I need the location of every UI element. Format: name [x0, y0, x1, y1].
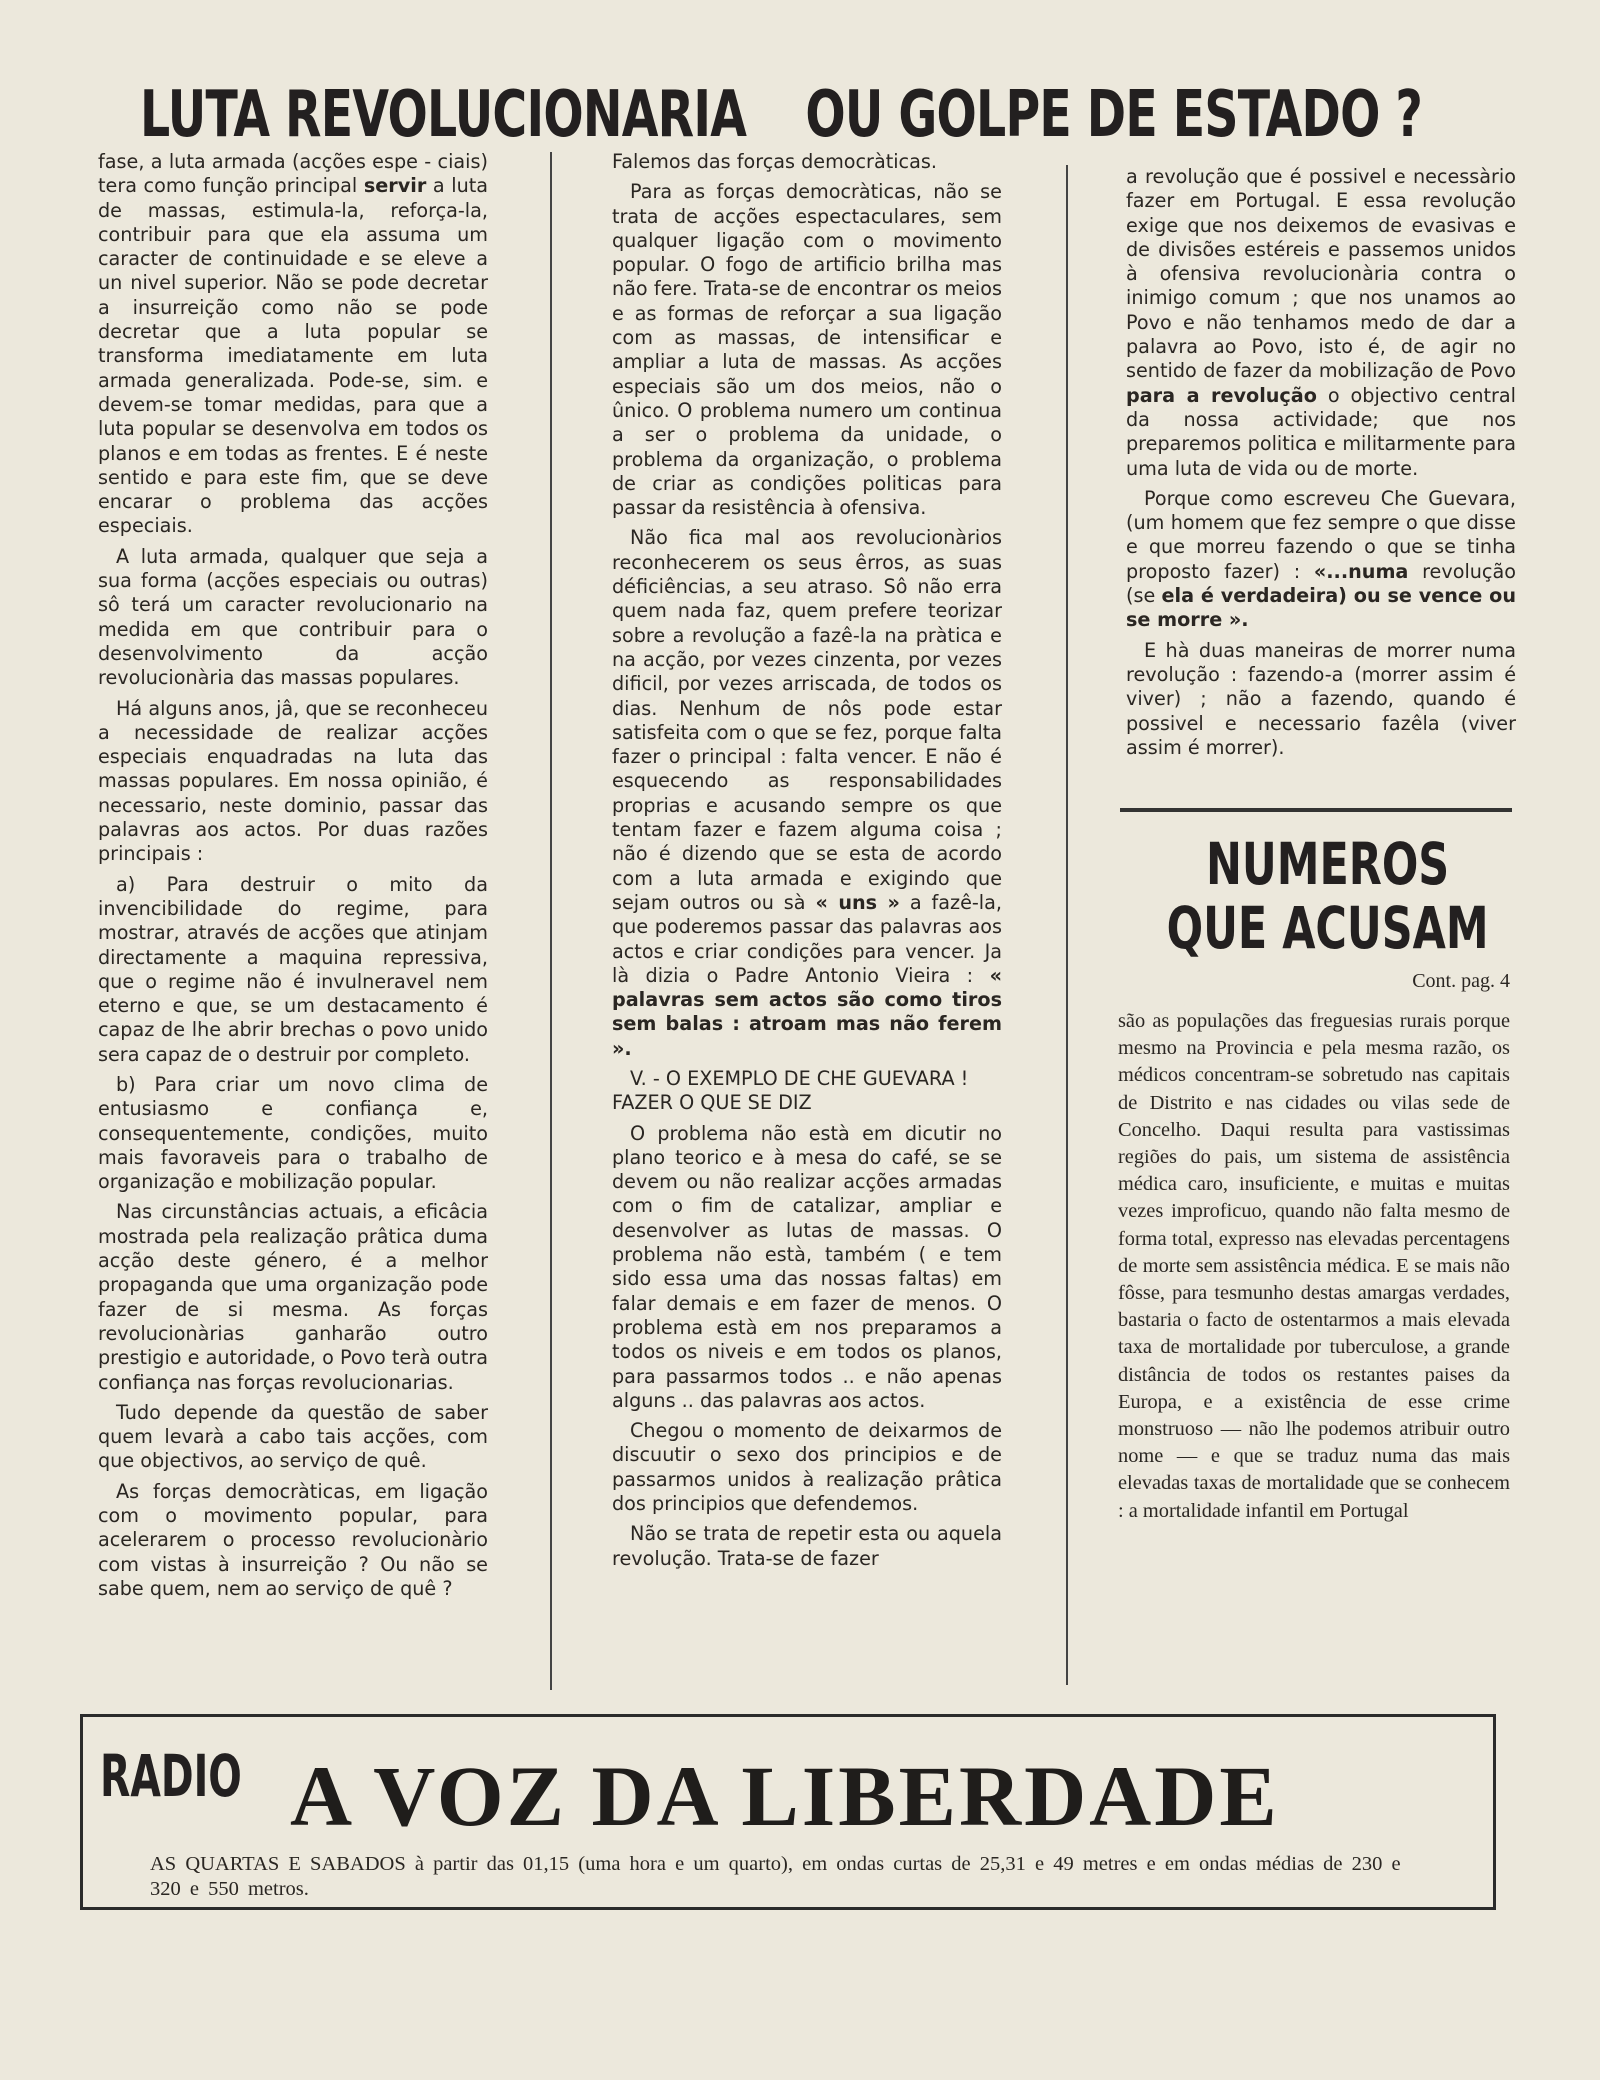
numeros-headline: [1150, 832, 1505, 960]
radio-schedule-text: AS QUARTAS E SABADOS à partir das 01,15 (uma hora e um quarto), em ondas curtas de 25,31 e 49 metres e em ondas médias de 230 e 320 e 550 metros.: [150, 1853, 1401, 1900]
article-column-1: [98, 150, 488, 1601]
headline-part-1: LUTA REVOLUCIONARIA: [140, 78, 747, 152]
article-column-3: [1126, 165, 1516, 760]
column-divider: [1066, 165, 1068, 1685]
section-divider: [1120, 808, 1512, 812]
article-column-2: [612, 150, 1002, 1571]
section-subheading: V. - O EXEMPLO DE CHE GUEVARA ! FAZER O QUE SE DIZ: [612, 1066, 969, 1115]
paragraph: b) Para criar um novo clima de entusiasmo e confiança e, consequentemente, condições, muito mais favoraveis para o trabalho de organização e mobilização popular.: [98, 1072, 488, 1194]
paragraph: Porque como escreveu Che Guevara, (um homem que fez sempre o que disse e que morreu fazendo o que se tinha proposto fazer) : «...numa revolução (se ela é verdadeira) ou se vence ou se morre ».: [1126, 486, 1516, 632]
headline-part-2: OU GOLPE DE ESTADO ?: [805, 78, 1423, 152]
paragraph: As forças democràticas, em ligação com o movimento popular, para acelerarem o processo revolucionàrio com vistas à insurreição ? Ou não se sabe quem, nem ao serviço de quê ?: [98, 1479, 488, 1600]
article-headline: [140, 78, 1423, 152]
paragraph: a revolução que é possivel e necessàrio fazer em Portugal. E essa revolução exige que nos deixemos de evasivas e de divisões estéreis e passemos unidos à ofensiva revolucionària contra o inimigo comum ; que nos unamos ao Povo e não tenhamos medo de dar a palavra ao Povo, isto é, de agir no sentido de fazer da mobilização de Povo para a revolução o objectivo central da nossa actividade; que nos preparemos politica e militarmente para uma luta de vida ou de morte.: [1126, 165, 1517, 480]
paragraph: Tudo depende da questão de saber quem levarà a cabo tais acções, com que objectivos, ao serviço de quê.: [98, 1400, 488, 1473]
paragraph: Para as forças democràticas, não se trata de acções espectaculares, sem qualquer ligação com o movimento popular. O fogo de artificio brilha mas não fere. Trata-se de encontrar os meios e as formas de reforçar a sua ligação com as massas, de intensificar e ampliar a luta de massas. As acções especiais são um dos meios, não o ûnico. O problema numero um continua a ser o problema da unidade, o problema da organização, o problema de criar as condições politicas para passar da resistência à ofensiva.: [612, 180, 1002, 520]
numeros-title-line-1: NUMEROS: [1205, 830, 1450, 898]
radio-title: A VOZ DA LIBERDADE: [290, 1748, 1280, 1844]
numeros-title-line-2: QUE ACUSAM: [1166, 894, 1489, 962]
paragraph: Nas circunstâncias actuais, a eficâcia mostrada pela realização prâtica duma acção deste género, é a melhor propaganda que uma organização pode fazer de si mesma. As forças revolucionàrias ganharão outro prestigio e autoridade, o Povo terà outra confiança nas forças revolucionarias.: [98, 1200, 488, 1394]
radio-label: RADIO: [100, 1742, 242, 1810]
column-divider: [550, 152, 552, 1690]
numeros-body-text: são as populações das freguesias rurais porque mesmo na Provincia e pela mesma razão, os médicos concentram-se sobretudo nas capitais de Distrito e nas cidades ou vilas sede de Concelho. Daqui resulta para vastissimas regiões do pais, um sistema de assistência médica caro, insuficiente, e muitas e muitas vezes improficuo, quando não falta mesmo de forma total, expresso nas elevadas percentagens de morte sem assistência médica. E se mais não fôsse, para tesmunho destas amargas verdades, bastaria o facto de ostentarmos a mais elevada taxa de mortalidade por tuberculose, a grande distância de todos os restantes paises da Europa, e a existência de esse crime monstruoso — não lhe podemos atribuir outro nome — e que se traduz numa das mais elevadas taxas de mortalidade que se conhecem : a mortalidade infantil em Portugal: [1118, 1010, 1510, 1522]
paragraph: Não se trata de repetir esta ou aquela revolução. Trata-se de fazer: [612, 1522, 1002, 1570]
paragraph: O problema não està em dicutir no plano teorico e à mesa do café, se se devem ou não realizar acções armadas com o fim de catalizar, ampliar e desenvolver as lutas de massas. O problema não està, também ( e tem sido essa uma das nossas faltas) em falar demais e em fazer de menos. O problema està em nos preparamos a todos os niveis e em todos os planos, para passarmos todos .. e não apenas alguns .. das palavras aos actos.: [612, 1121, 1002, 1412]
paragraph: E hà duas maneiras de morrer numa revolução : fazendo-a (morrer assim é viver) ; não a fazendo, quando é possivel e necessario fazêla (viver assim é morrer).: [1126, 638, 1516, 759]
paragraph: a) Para destruir o mito da invencibilidade do regime, para mostrar, através de acções que atinjam directamente a maquina repressiva, que o regime não é invulneravel nem eterno e que, se um destacamento é capaz de lhe abrir brechas o povo unido sera capaz de o destruir por completo.: [98, 872, 488, 1066]
paragraph: fase, a luta armada (acções espe - ciais) tera como função principal servir a luta de massas, estimula-la, reforça-la, contribuir para que ela assuma um caracter de continuidade e se eleve a un nivel superior. Não se pode decretar a insurreição como não se pode decretar que a luta popular se transforma imediatamente em luta armada generalizada. Pode-se, sim. e devem-se tomar medidas, para que a luta popular se desenvolva em todos os planos e em todas as frentes. E é neste sentido e para este fim, que se deve encarar o problema das acções especiais.: [98, 150, 489, 538]
paragraph: Chegou o momento de deixarmos de discuutir o sexo dos principios e de passarmos unidos à realização prâtica dos principios que defendemos.: [612, 1419, 1002, 1516]
paragraph: Há alguns anos, jâ, que se reconheceu a necessidade de realizar acções especiais enquadradas na luta das massas populares. Em nossa opinião, é necessario, neste dominio, passar das palavras aos actos. Por duas razões principais :: [98, 696, 488, 866]
paragraph: Falemos das forças democràticas.: [612, 150, 937, 173]
continuation-note: Cont. pag. 4: [1412, 970, 1510, 992]
paragraph: A luta armada, qualquer que seja a sua forma (acções especiais ou outras) sô terá um caracter revolucionario na medida em que contribuir para o desenvolvimento da acção revolucionària das massas populares.: [98, 544, 488, 690]
paragraph: Não fica mal aos revolucionàrios reconhecerem os seus êrros, as suas déficiências, a seu atraso. Sô não erra quem nada faz, quem prefere teorizar sobre a revolução a fazê-la na pràtica e na acção, por vezes cinzenta, por vezes dificil, por vezes arriscada, de todos os dias. Nenhum de nôs pode estar satisfeita com o que se fez, porque falta fazer o principal : falta vencer. E não é esquecendo as responsabilidades proprias e acusando sempre os que tentam fazer e fazem alguma coisa ; não é dizendo que se esta de acordo com a luta armada e exigindo que sejam outros ou sà « uns » a fazê-la, que poderemos passar das palavras aos actos e criar condições para vencer. Ja là dizia o Padre Antonio Vieira : « palavras sem actos são como tiros sem balas : atroam mas não ferem ».: [612, 526, 1002, 1060]
